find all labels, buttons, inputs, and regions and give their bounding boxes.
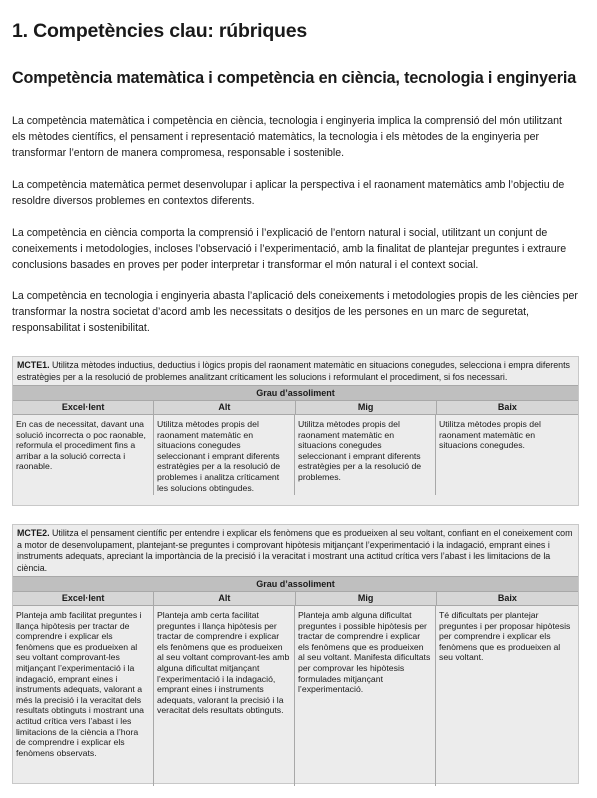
level-header-low: Baix — [437, 401, 578, 415]
paragraph-science: La competència en ciència comporta la comprensió i l’explicació de l’entorn natural i social, utilitzant un conjunt de coneixements i metodologies, incloses l’observació i l’experimentació, amb la finalitat de plantejar preguntes i extraure conclusions basades en proves per poder interpretar i transformar el món natural i el context social. — [12, 227, 567, 271]
level-header-medium: Mig — [296, 401, 437, 415]
descriptor-excellent: Planteja amb facilitat preguntes i llança hipòtesis per tractar de comprendre i explicar els fenòmens que es produeixen al seu voltant comprovant-les mitjançant l’experimentació i la indagació, emprant eines i instruments adequats, valorant a més la precisió i la veracitat dels resultats obtinguts i mostrant una actitud crítica vers l’abast i les limitacions de la ciència a l’hora de comprendre i explicar els fenòmens observats. — [13, 606, 154, 786]
level-header-excellent: Excel·lent — [13, 592, 154, 606]
paragraph-technology: La competència en tecnologia i enginyeria abasta l’aplicació dels coneixements i metodologies propis de les ciències per transformar la nostra societat d’acord amb les necessitats o desitjos de les persones en un marc de seguretat, responsabilitat i sostenibilitat. — [12, 290, 578, 334]
descriptor-low: Utilitza mètodes propis del raonament matemàtic en situacions conegudes. — [439, 419, 541, 451]
rubric-criterion — [13, 357, 578, 385]
paragraph-intro: La competència matemàtica i competència en ciència, tecnologia i enginyeria implica la comprensió del món utilitzant els mètodes científics, el pensament i representació matemàtics, la tecnologia i els mètodes de la enginyeria per transformar l’entorn de manera compromesa, responsable i sostenible. — [12, 115, 562, 159]
level-header-high: Alt — [154, 592, 295, 606]
level-headers — [13, 592, 578, 606]
descriptor-high: Planteja amb certa facilitat preguntes i llança hipòtesis per tractar de comprendre i explicar els fenòmens que es produeixen al seu voltant comprovant-les amb alguna dificultat mitjançant l’experimentació i la indagació, emprant eines i instruments adequats, valorant la precisió i la veracitat dels resultats obtinguts. — [154, 606, 295, 786]
level-descriptors — [13, 606, 578, 786]
rubric-mcte1 — [12, 356, 579, 506]
page-subtitle: Competència matemàtica i competència en ciència, tecnologia i enginyeria — [12, 69, 577, 87]
level-header-high: Alt — [154, 401, 295, 415]
rubric-mcte2 — [12, 524, 579, 784]
criterion-code: MCTE1. — [17, 360, 50, 370]
level-headers — [13, 401, 578, 415]
descriptor-low: Té dificultats per plantejar preguntes i per proposar hipòtesis per comprendre i explicar els fenòmens que es produeixen al seu voltant. — [439, 610, 571, 663]
grau-header: Grau d’assoliment — [13, 385, 578, 401]
level-header-low: Baix — [437, 592, 578, 606]
descriptor-medium: Planteja amb alguna dificultat preguntes i possible hipòtesis per tractar de comprendre i explicar els fenòmens que es produeixen al seu voltant. Manifesta dificultats per comprovar les hipòtesis formulades mitjançant l’experimentació. — [295, 606, 436, 786]
paragraph-math: La competència matemàtica permet desenvolupar i aplicar la perspectiva i el raonament matemàtics amb l’objectiu de resoldre diversos problemes en contextos diferents. — [12, 179, 565, 207]
criterion-code: MCTE2. — [17, 528, 50, 538]
level-header-medium: Mig — [296, 592, 437, 606]
criterion-description: Utilitza el pensament científic per entendre i explicar els fenòmens que es produeixen al seu voltant, confiant en el coneixement com a motor de desenvolupament, plantejant-se preguntes i comprovant hipòtesis mitjançant l’experimentació i la indagació, emprant eines i instruments adequats, apreciant la importància de la precisió i la veracitat i mostrant una actitud crítica vers l’abast i les limitacions de la ciència. — [17, 528, 573, 573]
descriptor-high: Utilitza mètodes propis del raonament matemàtic en situacions conegudes seleccionant i emprant diferents estratègies per a la resolució de problemes i analitza críticament les solucions obtingudes. — [154, 415, 295, 495]
descriptor-medium: Utilitza mètodes propis del raonament matemàtic en situacions conegudes seleccionant i emprant diferents estratègies per a la resolució de problemes. — [295, 415, 436, 495]
grau-header: Grau d’assoliment — [13, 576, 578, 592]
descriptor-excellent: En cas de necessitat, davant una solució incorrecta o poc raonable, reformula el procediment fins a arribar a la solució correcta i raonable. — [13, 415, 154, 495]
criterion-description: Utilitza mètodes inductius, deductius i lògics propis del raonament matemàtic en situacions conegudes, selecciona i empra diferents estratègies per a la resolució de problemes analitzant críticament les solucions i reformulant el procediment, si fos necessari. — [17, 360, 570, 382]
level-header-excellent: Excel·lent — [13, 401, 154, 415]
rubric-criterion — [13, 525, 578, 576]
level-descriptors — [13, 415, 578, 495]
section-title: 1. Competències clau: rúbriques — [12, 20, 308, 42]
